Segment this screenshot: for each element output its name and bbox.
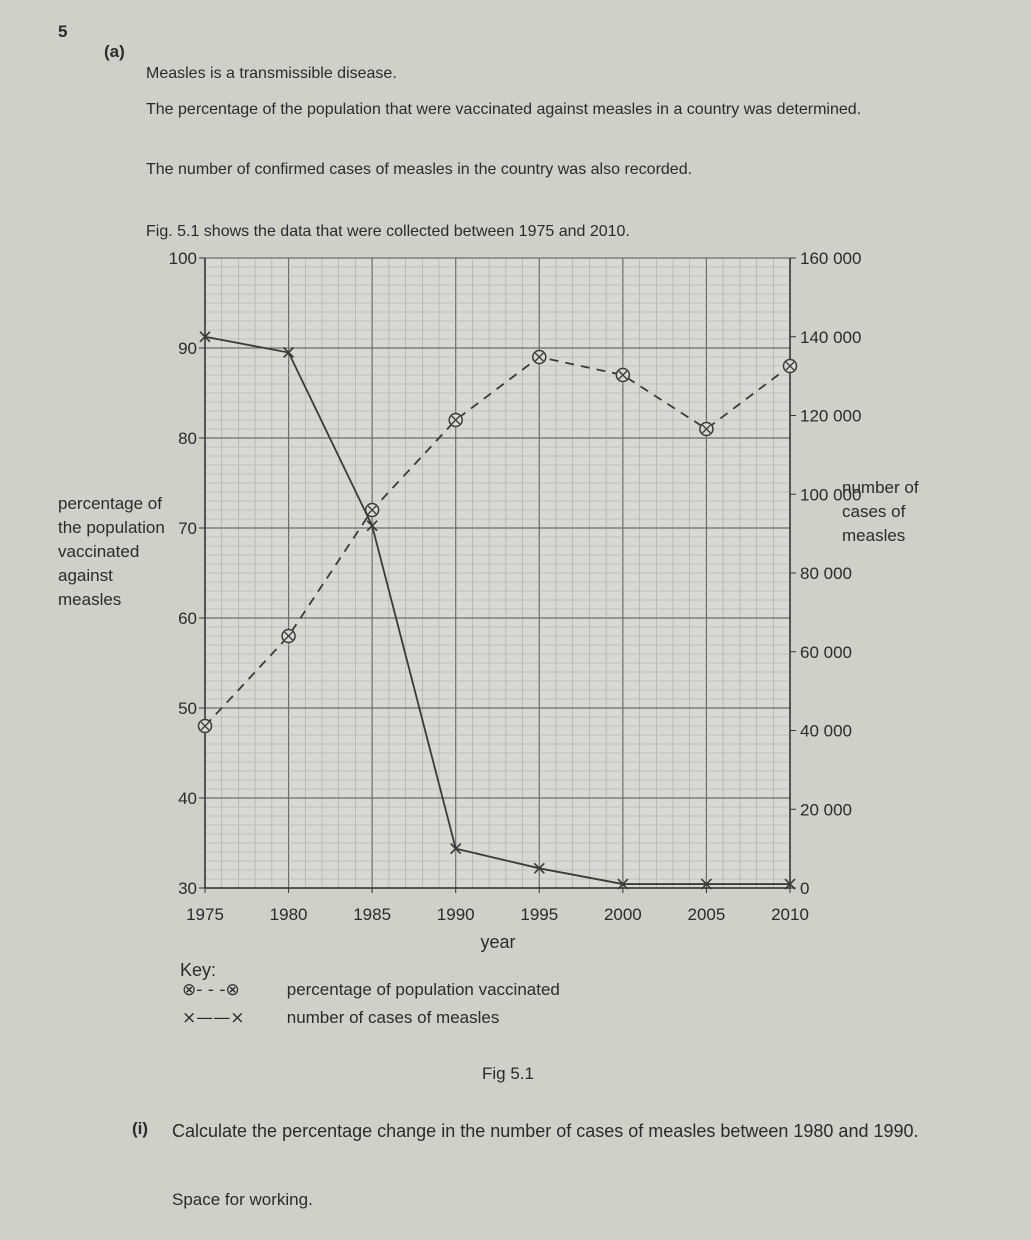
x-axis-label: year (480, 932, 516, 952)
right-tick-label: 20 000 (800, 800, 852, 820)
right-axis-label: number of cases of measles (842, 478, 919, 545)
x-tick-label: 1990 (436, 905, 475, 924)
left-tick-label: 60 (178, 609, 197, 628)
intro-line-3: The number of confirmed cases of measles in the country was also recorded. (146, 161, 693, 178)
right-tick-label: 160 000 (800, 249, 862, 268)
question-number: 5 (58, 22, 68, 41)
vaccination-point (784, 360, 797, 373)
right-tick-label: 40 000 (800, 721, 852, 741)
left-tick-label: 100 (168, 249, 197, 268)
left-tick-label: 40 (178, 789, 197, 808)
vaccination-point (700, 423, 713, 436)
right-tick-label: 60 000 (800, 642, 852, 662)
x-tick-label: 1985 (353, 905, 392, 924)
key-entry-vaccinated (182, 980, 560, 1000)
left-axis-label: percentage of the population vaccinated against measles (58, 494, 165, 609)
sub-question-text: Calculate the percentage change in the number of cases of measles between 1980 and 1990. (172, 1121, 919, 1141)
x-tick-label: 1995 (520, 905, 559, 924)
left-tick-label: 80 (178, 429, 197, 448)
key-symbol-vaccinated: ⊗- - -⊗ (182, 980, 240, 1000)
vaccination-point (616, 369, 629, 382)
left-tick-label: 70 (178, 519, 197, 538)
x-tick-label: 1975 (186, 905, 224, 924)
right-tick-label: 80 000 (800, 564, 852, 583)
vaccination-point (449, 414, 462, 427)
left-tick-label: 90 (178, 339, 197, 358)
x-tick-label: 2010 (771, 905, 809, 924)
key-title: Key: (180, 960, 217, 980)
working-space-label: Space for working. (172, 1190, 313, 1209)
figure-caption: Fig 5.1 (482, 1064, 534, 1083)
chart-grid (205, 258, 790, 888)
vaccination-point (282, 630, 295, 643)
vaccination-point (533, 351, 546, 364)
left-tick-label: 50 (178, 699, 197, 718)
key-label-vaccinated: percentage of population vaccinated (286, 980, 560, 999)
right-tick-label: 140 000 (800, 327, 862, 347)
key-label-cases: number of cases of measles (286, 1008, 500, 1027)
intro-line-2: The percentage of the population that were vaccinated against measles in a country was determined. (146, 101, 862, 118)
question-part: (a) (104, 42, 125, 61)
x-tick-label: 1980 (269, 905, 308, 924)
intro-line-1: Measles is a transmissible disease. (146, 65, 397, 82)
vaccination-point (199, 720, 212, 733)
right-tick-label: 120 000 (800, 406, 862, 426)
x-tick-label: 2000 (603, 905, 642, 924)
right-tick-label: 100 000 (800, 485, 862, 505)
sub-question-label: (i) (132, 1119, 149, 1138)
key-entry-cases (182, 1008, 499, 1028)
right-tick-label: 0 (800, 879, 810, 898)
x-tick-label: 2005 (687, 905, 726, 924)
key-symbol-cases: ×——× (182, 1008, 245, 1028)
left-tick-label: 30 (178, 879, 197, 898)
vaccination-point (366, 504, 379, 517)
intro-line-4: Fig. 5.1 shows the data that were collected between 1975 and 2010. (146, 223, 630, 240)
